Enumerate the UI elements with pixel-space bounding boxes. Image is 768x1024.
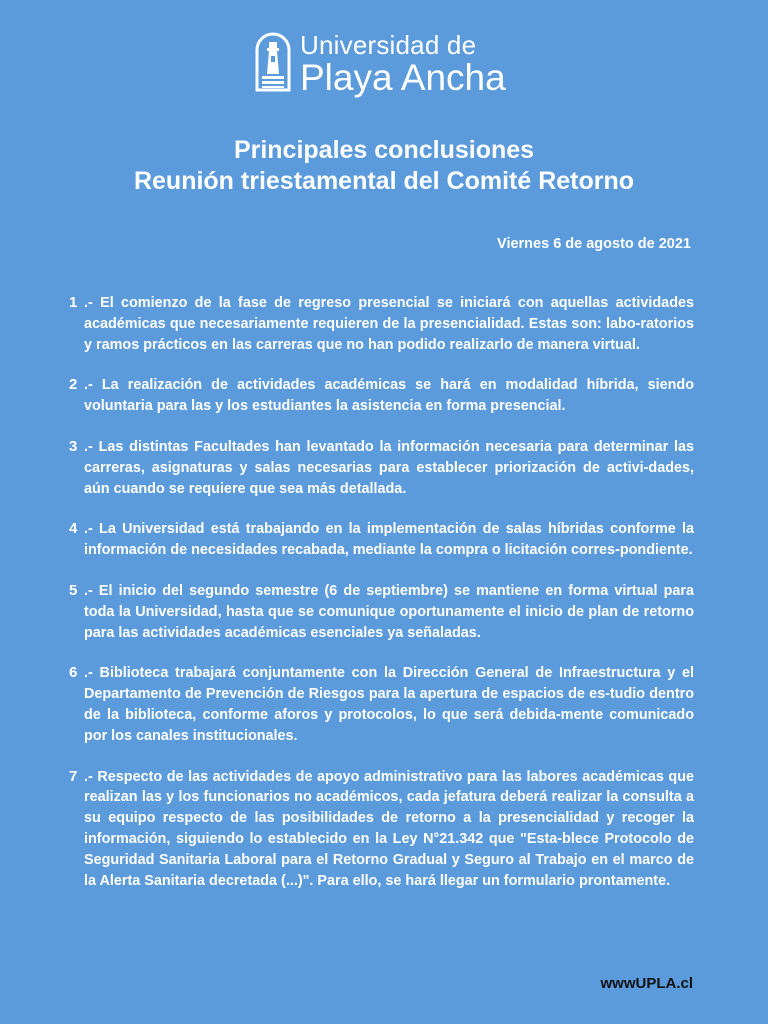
page-title <box>0 135 768 197</box>
list-item <box>69 293 694 355</box>
website-url: wwwUPLA.cl <box>600 975 693 992</box>
logo-line-1: Universidad de <box>300 30 477 60</box>
logo-line-2: Playa Ancha <box>300 57 506 98</box>
item-number: 2 <box>69 376 78 394</box>
item-text: .- La realización de actividades académicas se hará en modalidad híbrida, siendo voluntaria para las y los estudiantes la asistencia en forma presencial. <box>84 377 694 414</box>
item-number: 7 <box>69 767 78 785</box>
title-line-2: Reunión triestamental del Comité Retorno <box>133 167 635 195</box>
item-text: .- El inicio del segundo semestre (6 de septiembre) se mantiene en forma virtual para toda la Universidad, hasta que se comunique oportunamente el inicio de plan de retorno para las actividades académicas esenciales ya señaladas. <box>84 583 694 641</box>
item-text: .- El comienzo de la fase de regreso presencial se iniciará con aquellas actividades académicas que necesariamente requieren de la presencialidad. Estas son: labo-ratorios y ramos prácticos en las carreras que no han podido realizarlo de manera virtual. <box>84 295 694 353</box>
university-logo <box>254 30 506 96</box>
item-number: 6 <box>69 664 78 682</box>
item-number: 3 <box>69 437 78 455</box>
list-item <box>69 663 694 746</box>
item-text: .- Respecto de las actividades de apoyo administrativo para las labores académicas que realizan las y los funcionarios no académicos, cada jefatura deberá realizar la consulta a su equipo respecto de las posibilidades de retorno a la presencialidad y recoger la información, siguiendo lo establecido en la Ley N°21.342 que "Esta-blece Protocolo de Seguridad Sanitaria Laboral para el Retorno Gradual y Seguro al Trabajo en el marco de la Alerta Sanitaria decretada (...)". Para ello, se hará llegar un formulario prontamente. <box>84 769 694 889</box>
item-number: 4 <box>69 520 78 538</box>
date-label: Viernes 6 de agosto de 2021 <box>497 236 691 252</box>
conclusions-list <box>69 293 694 911</box>
list-item <box>69 437 694 499</box>
item-number: 5 <box>69 581 78 599</box>
item-number: 1 <box>69 294 78 311</box>
item-text: .- Biblioteca trabajará conjuntamente con la Dirección General de Infraestructura y el Departamento de Prevención de Riesgos para la apertura de espacios de es-tudio dentro de la biblioteca, conforme aforos y protocolos, lo que será debida-mente comunicado por los canales institucionales. <box>84 665 694 743</box>
list-item <box>69 375 694 417</box>
title-line-1: Principales conclusiones <box>233 136 535 164</box>
list-item <box>69 767 694 892</box>
list-item <box>69 519 694 561</box>
list-item <box>69 581 694 643</box>
lighthouse-emblem-icon <box>254 30 292 92</box>
item-text: .- Las distintas Facultades han levantado la información necesaria para determinar las carreras, asignaturas y salas necesarias para establecer priorización de activi-dades, aún cuando se requiere que sea más detallada. <box>84 439 694 497</box>
item-text: .- La Universidad está trabajando en la implementación de salas híbridas conforme la información de necesidades recabada, mediante la compra o licitación corres-pondiente. <box>84 521 694 558</box>
